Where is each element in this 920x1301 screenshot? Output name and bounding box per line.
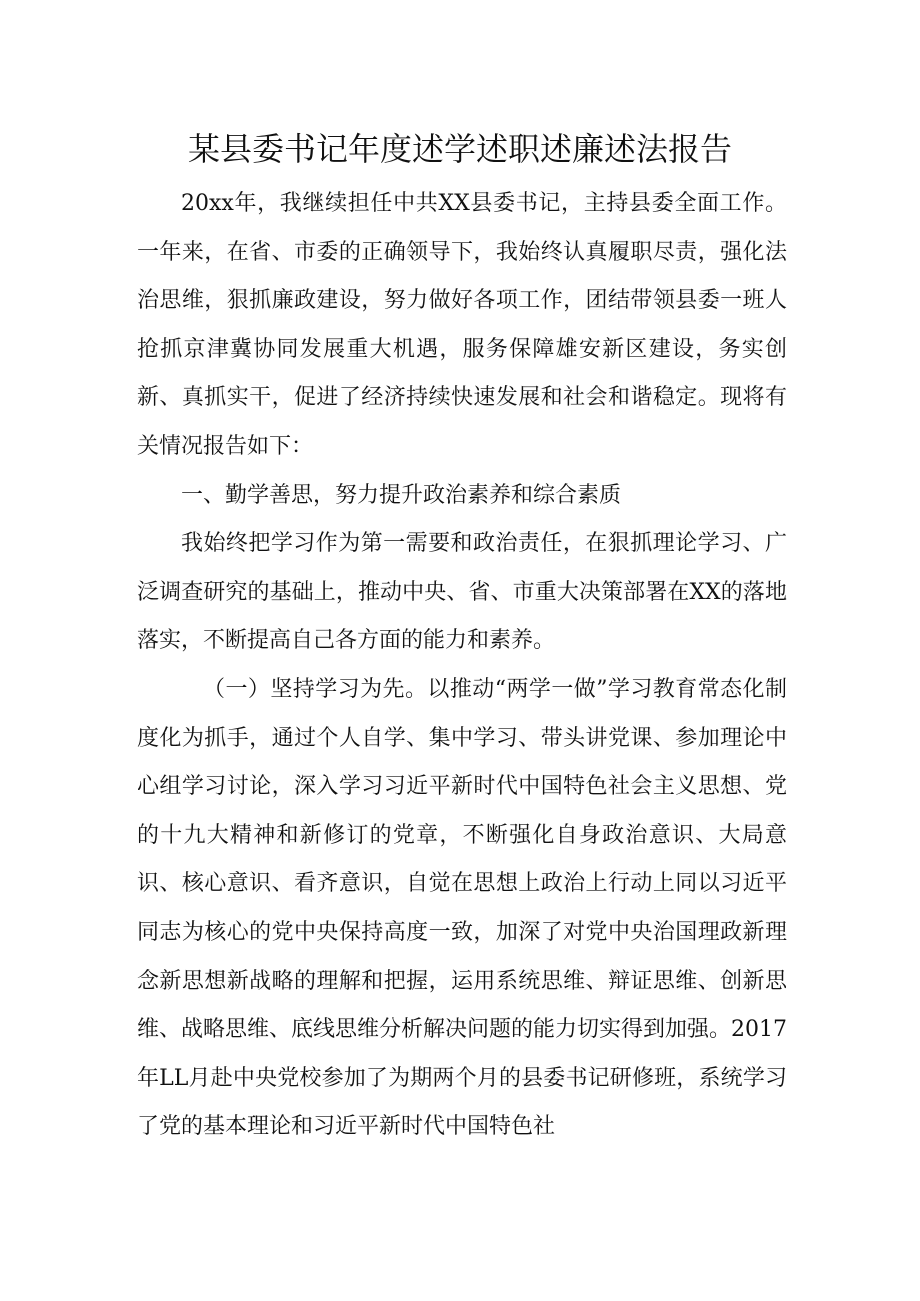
- document-title: 某县委书记年度述学述职述廉述法报告: [187, 130, 732, 168]
- paragraph-subsection-1: （一）坚持学习为先。以推动“两学一做”学习教育常态化制度化为抓手，通过个人自学、集中学习、带头讲党课、参加理论中心组学习讨论，深入学习习近平新时代中国特色社会主义思想、党的十九大精神和新修订的党章，不断强化自身政治意识、大局意识、核心意识、看齐意识，自觉在思想上政治上行动上同以习近平同志为核心的党中央保持高度一致，加深了对党中央治国理政新理念新思想新战略的理解和把握，运用系统思维、辩证思维、创新思维、战略思维、底线思维分析解决问题的能力切实得到加强。2017年LL月赴中央党校参加了为期两个月的县委书记研修班，系统学习了党的基本理论和习近平新时代中国特色社: [137, 676, 787, 1140]
- paragraph-section-1: 我始终把学习作为第一需要和政治责任，在狠抓理论学习、广泛调查研究的基础上，推动中央、省、市重大决策部署在XX的落地落实，不断提高自己各方面的能力和素养。: [137, 531, 787, 654]
- paragraph-intro: 20xx年，我继续担任中共XX县委书记，主持县委全面工作。一年来，在省、市委的正确领导下，我始终认真履职尽责，强化法治思维，狠抓廉政建设，努力做好各项工作，团结带领县委一班人抢抓京津冀协同发展重大机遇，服务保障雄安新区建设，务实创新、真抓实干，促进了经济持续快速发展和社会和谐稳定。现将有关情况报告如下：: [137, 191, 787, 459]
- document-body: [137, 180, 787, 1152]
- section-heading-1: 一、勤学善思，努力提升政治素养和综合素质: [181, 482, 622, 508]
